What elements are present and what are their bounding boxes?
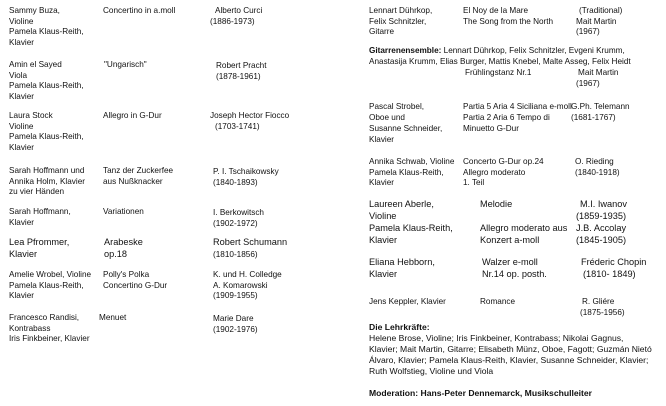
- performer-line: Klavier: [9, 217, 35, 227]
- work-title: Romance: [480, 297, 516, 306]
- composer-dates: (1878-1961): [216, 71, 261, 81]
- composer-name: Mait Martin: [576, 16, 617, 26]
- work-title: The Song from the North: [463, 16, 554, 26]
- work-title: Walzer e-moll: [482, 257, 538, 267]
- work-title: Partia 2 Aria 6 Tempo di: [463, 113, 550, 122]
- performer-line: Eliana Hebborn,: [369, 257, 435, 267]
- teachers-line: Klavier; Mait Martin, Gitarre; Elisabeth Münz, Oboe, Fagott; Guzmán Nietó: [369, 344, 652, 354]
- performer-line: Klavier: [9, 249, 38, 259]
- composer-name: M.I. Iwanov: [580, 199, 627, 209]
- performer-line: Klavier: [9, 91, 35, 101]
- work-title: Frühlingstanz Nr.1: [465, 68, 532, 77]
- work-title: aus Nußknacker: [103, 176, 163, 186]
- performer-line: Iris Finkbeiner, Klavier: [9, 334, 90, 343]
- composer-dates: (1810-1856): [213, 250, 258, 259]
- composer-name: J.B. Accolay: [576, 223, 627, 233]
- work-title: Allegro moderato aus: [480, 223, 568, 233]
- performer-line: Annika Holm, Klavier: [9, 176, 85, 186]
- performer-line: Amelie Wrobel, Violine: [9, 270, 92, 279]
- work-title: Menuet: [99, 313, 127, 322]
- work-title: Concerto G-Dur op.24: [463, 157, 544, 166]
- composer-dates: (1875-1956): [580, 307, 625, 317]
- composer-dates: (1886-1973): [210, 16, 255, 26]
- work-title: Partia 5 Aria 4 Siciliana e-moll: [463, 102, 572, 111]
- composer-name: Fréderic Chopin: [581, 257, 647, 267]
- composer-dates: (1902-1976): [213, 324, 258, 334]
- teachers-line: Helene Brose, Violine; Iris Finkbeiner, Kontrabass; Nikolai Gagnus,: [369, 333, 624, 343]
- composer-name: Alberto Curci: [215, 6, 263, 15]
- composer-name: I. Berkowitsch: [213, 208, 264, 217]
- composer-dates: (1845-1905): [576, 235, 627, 245]
- performer-line: Sammy Buza,: [9, 6, 60, 15]
- performer-line: Klavier: [369, 135, 395, 144]
- performer-line: Kontrabass: [9, 323, 51, 333]
- performer-line: Klavier: [9, 291, 35, 300]
- performer-line: Sarah Hoffmann und: [9, 166, 85, 175]
- composer-dates: (1859-1935): [576, 211, 627, 221]
- composer-dates: (1967): [576, 78, 600, 88]
- composer-dates: (1909-1955): [213, 291, 258, 300]
- performer-line: Gitarre: [369, 27, 395, 36]
- composer-name: R. Gliére: [582, 297, 615, 306]
- performer-line: Susanne Schneider,: [369, 124, 443, 133]
- work-title: El Noy de la Mare: [463, 6, 529, 15]
- ensemble-members-line: [369, 46, 625, 57]
- work-title: Allegro moderato: [463, 167, 526, 177]
- performer-line: Francesco Randisi,: [9, 313, 80, 322]
- composer-name: Robert Pracht: [216, 61, 267, 70]
- performer-line: Amin el Sayed: [9, 60, 62, 69]
- composer-name: Mait Martin: [578, 68, 619, 77]
- performer-line: Laureen Aberle,: [369, 199, 434, 209]
- performer-line: Klavier: [9, 142, 35, 152]
- work-title: 1. Teil: [463, 178, 485, 187]
- work-title: Concertino in a.moll: [103, 6, 176, 15]
- work-title: "Ungarisch": [104, 60, 147, 69]
- performer-line: Lea Pfrommer,: [9, 237, 70, 247]
- composer-name: Robert Schumann: [213, 237, 288, 247]
- ensemble-members: Lennart Dührkop, Felix Schnitzler, Evgeni Krumm,: [441, 46, 625, 55]
- performer-line: Klavier: [369, 235, 398, 245]
- composer-name: K. und H. Colledge: [213, 270, 282, 279]
- performer-line: Jens Keppler, Klavier: [369, 297, 446, 306]
- work-title: Melodie: [480, 199, 513, 209]
- composer-name: G.Ph. Telemann: [571, 102, 630, 111]
- performer-line: Pascal Strobel,: [369, 102, 425, 111]
- teachers-line: Álvaro, Klavier; Pamela Klaus-Reith, Klavier, Susanne Schneider, Klavier;: [369, 355, 649, 365]
- moderation-line: Moderation: Hans-Peter Dennemarck, Musikschulleiter: [369, 388, 593, 398]
- performer-line: Oboe und: [369, 113, 405, 122]
- work-title: Arabeske: [104, 237, 143, 247]
- performer-line: Viola: [9, 70, 28, 80]
- ensemble-members-line: Anastasija Krumm, Elias Burger, Mattis Knebel, Malte Asseg, Felix Heidt: [369, 56, 631, 66]
- composer-dates: (1840-1893): [213, 177, 258, 187]
- performer-line: Violine: [9, 16, 34, 26]
- work-title: Tanz der Zuckerfee: [103, 166, 174, 175]
- work-title: Concertino G-Dur: [103, 280, 168, 290]
- work-title: Allegro in G-Dur: [103, 111, 162, 120]
- performer-line: Klavier: [9, 37, 35, 47]
- performer-line: Pamela Klaus-Reith,: [369, 167, 444, 177]
- composer-name: A. Komarowski: [213, 280, 268, 290]
- composer-name: (Traditional): [579, 6, 623, 15]
- performer-line: Pamela Klaus-Reith,: [9, 280, 84, 290]
- composer-dates: (1703-1741): [215, 121, 260, 131]
- performer-line: Felix Schnitzler,: [369, 16, 427, 26]
- composer-dates: (1902-1972): [213, 218, 258, 228]
- work-title: Variationen: [103, 207, 144, 216]
- performer-line: Klavier: [369, 178, 395, 187]
- performer-line: Pamela Klaus-Reith,: [9, 27, 84, 36]
- composer-name: O. Rieding: [575, 157, 614, 166]
- composer-dates: (1967): [576, 27, 600, 36]
- work-title: Konzert a-moll: [480, 235, 540, 245]
- performer-line: zu vier Händen: [9, 187, 65, 196]
- performer-line: Sarah Hoffmann,: [9, 207, 71, 216]
- work-title: Polly's Polka: [103, 270, 150, 279]
- composer-dates: (1840-1918): [575, 167, 620, 177]
- composer-name: Joseph Hector Fiocco: [210, 111, 290, 120]
- composer-dates: (1810- 1849): [583, 269, 636, 279]
- performer-line: Lennart Dührkop,: [369, 6, 433, 15]
- composer-name: P. I. Tschaikowsky: [213, 167, 279, 176]
- work-title: op.18: [104, 249, 127, 259]
- performer-line: Pamela Klaus-Reith,: [369, 223, 453, 233]
- composer-dates: (1681-1767): [571, 113, 616, 122]
- ensemble-label: Gitarrenensemble:: [369, 46, 442, 55]
- teachers-heading: Die Lehrkräfte:: [369, 322, 430, 332]
- performer-line: Laura Stock: [9, 111, 53, 120]
- performer-line: Pamela Klaus-Reith,: [9, 81, 84, 90]
- composer-name: Marie Dare: [213, 314, 254, 323]
- performer-line: Klavier: [369, 269, 398, 279]
- performer-line: Violine: [9, 121, 34, 131]
- teachers-line: Ruth Wolfstieg, Violine und Viola: [369, 366, 494, 376]
- work-title: Minuetto G-Dur: [463, 124, 519, 133]
- performer-line: Pamela Klaus-Reith,: [9, 132, 84, 141]
- performer-line: Violine: [369, 211, 397, 221]
- work-title: Nr.14 op. posth.: [482, 269, 547, 279]
- performer-line: Annika Schwab, Violine: [369, 157, 455, 166]
